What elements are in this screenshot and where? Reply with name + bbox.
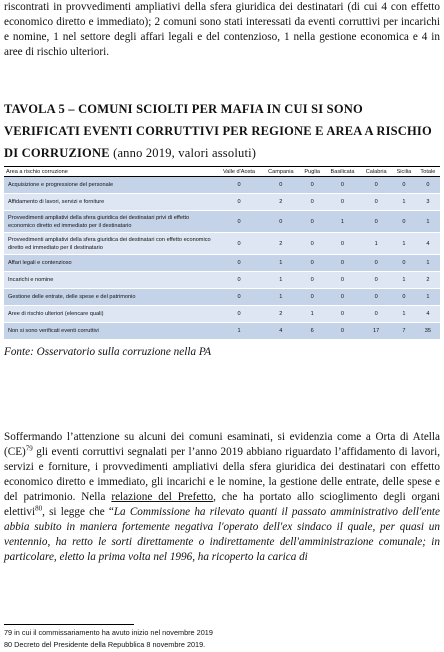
table-cell: 0 xyxy=(262,177,300,194)
table-cell: 1 xyxy=(216,323,262,340)
table-cell: 0 xyxy=(360,272,392,289)
table-cell: 0 xyxy=(360,255,392,272)
header-region: Sicilia xyxy=(392,167,416,177)
table-cell: 0 xyxy=(216,177,262,194)
table-cell: 1 xyxy=(392,272,416,289)
table-cell: 0 xyxy=(360,211,392,233)
table-cell: 0 xyxy=(262,211,300,233)
table-cell: 2 xyxy=(262,233,300,255)
table-header-row xyxy=(4,167,440,177)
table-cell: 1 xyxy=(360,233,392,255)
table-cell: 1 xyxy=(416,211,440,233)
table-cell: 1 xyxy=(392,306,416,323)
table-cell: 0 xyxy=(300,211,325,233)
body-text-1: Soffermando l’attenzione su alcuni dei comuni esaminati, si evidenzia come a Orta di Atella (CE) xyxy=(4,431,440,458)
table-row xyxy=(4,233,440,255)
row-label: Aree di rischio ulteriori (elencare quali) xyxy=(4,306,216,323)
footnote-79: 79 in cui il commissariamento ha avuto inizio nel novembre 2019 xyxy=(4,628,213,637)
table-cell: 0 xyxy=(325,306,361,323)
header-region: Puglia xyxy=(300,167,325,177)
table-cell: 0 xyxy=(325,194,361,211)
table-row xyxy=(4,306,440,323)
table-cell: 1 xyxy=(392,233,416,255)
table-row xyxy=(4,211,440,233)
table-cell: 0 xyxy=(325,177,361,194)
header-region: Campania xyxy=(262,167,300,177)
body-paragraph xyxy=(4,430,440,565)
table-cell: 0 xyxy=(216,211,262,233)
table-cell: 0 xyxy=(325,323,361,340)
data-table xyxy=(4,166,440,340)
table-cell: 0 xyxy=(360,194,392,211)
table-cell: 0 xyxy=(300,233,325,255)
intro-paragraph: riscontrati in provvedimenti ampliativi della sfera giuridica dei destinatari (di cui 4 con effetto economico diretto e immediato); 2 comuni sono stati interessati da eventi corruttivi per incarichi e nomine, 1 nel settore degli affari legali e del contenzioso, 1 nella gestione economica e 4 in aree di rischio ulteriori. xyxy=(4,1,440,58)
table-cell: 0 xyxy=(300,272,325,289)
body-text-3: , che ha portato allo scioglimento degli organi elettivi xyxy=(4,491,440,518)
table-row xyxy=(4,177,440,194)
table-cell: 1 xyxy=(262,289,300,306)
table-cell: 4 xyxy=(416,233,440,255)
body-text-2: gli eventi corruttivi segnalati per l’anno 2019 abbiano riguardato l’affidamento di lavori, servizi e forniture, i provvedimenti ampliativi della sfera giuridica dei destinatari con effetto economico diretto e immediato, gli incarichi e le nomine, la gestione delle entrate, delle spese e del patrimonio. Nella xyxy=(4,446,440,503)
header-area: Area a rischio corruzione xyxy=(4,167,216,177)
row-label: Incarichi e nomine xyxy=(4,272,216,289)
footnote-ref-79[interactable]: 79 xyxy=(25,444,33,453)
table-cell: 0 xyxy=(216,272,262,289)
header-region: Calabria xyxy=(360,167,392,177)
row-label: Provvedimenti ampliativi della sfera giuridica dei destinatari privi di effetto economico diretto ed immediato per il destinatario xyxy=(4,211,216,233)
header-region: Valle d'Aosta xyxy=(216,167,262,177)
body-text-4: , si legge che “ xyxy=(42,506,114,518)
table-title xyxy=(4,98,440,164)
table-cell: 0 xyxy=(392,177,416,194)
row-label: Gestione delle entrate, delle spese e del patrimonio xyxy=(4,289,216,306)
footnote-ref-80[interactable]: 80 xyxy=(35,504,43,513)
table-cell: 1 xyxy=(300,306,325,323)
row-label: Affari legali e contenzioso xyxy=(4,255,216,272)
table-cell: 2 xyxy=(262,306,300,323)
table-cell: 0 xyxy=(360,289,392,306)
table-cell: 2 xyxy=(416,272,440,289)
row-label: Acquisizione e progressione del personale xyxy=(4,177,216,194)
table-cell: 1 xyxy=(416,289,440,306)
table-row xyxy=(4,289,440,306)
table-cell: 7 xyxy=(392,323,416,340)
table-cell: 0 xyxy=(325,255,361,272)
row-label: Non si sono verificati eventi corruttivi xyxy=(4,323,216,340)
table-cell: 0 xyxy=(325,233,361,255)
table-cell: 0 xyxy=(300,194,325,211)
table-row xyxy=(4,272,440,289)
table-cell: 0 xyxy=(300,289,325,306)
table-cell: 3 xyxy=(416,194,440,211)
table-row xyxy=(4,194,440,211)
header-region: Totale xyxy=(416,167,440,177)
table-cell: 0 xyxy=(216,255,262,272)
table-cell: 0 xyxy=(360,306,392,323)
table-cell: 0 xyxy=(325,289,361,306)
table-title-note: (anno 2019, valori assoluti) xyxy=(109,146,257,160)
quote-text: La Commissione ha rilevato quanti il passato amministrativo dell'ente abbia subito in maniera fortemente negativa l'operato dell'ex sindaco il quale, per quasi un ventennio, ha retto le sorti direttamente o indirettamente dell'amministrazione comunale; in particolare, eletto la prima volta nel 1996, ha ricoperto la carica di xyxy=(4,506,440,563)
table-cell: 0 xyxy=(392,289,416,306)
table-cell: 0 xyxy=(216,289,262,306)
footnote-80: 80 Decreto del Presidente della Repubblica 8 novembre 2019. xyxy=(4,640,206,649)
table-cell: 6 xyxy=(300,323,325,340)
table-cell: 1 xyxy=(392,194,416,211)
table-cell: 4 xyxy=(262,323,300,340)
table-source: Fonte: Osservatorio sulla corruzione nella PA xyxy=(4,346,212,358)
table-title-main: TAVOLA 5 – COMUNI SCIOLTI PER MAFIA IN CUI SI SONO VERIFICATI EVENTI CORRUTTIVI PER REGIONE E AREA A RISCHIO DI CORRUZIONE xyxy=(4,102,432,160)
prefetto-link[interactable]: relazione del Prefetto xyxy=(111,491,214,503)
row-label: Affidamento di lavori, servizi e forniture xyxy=(4,194,216,211)
table-cell: 0 xyxy=(216,306,262,323)
table-cell: 1 xyxy=(262,272,300,289)
table-row xyxy=(4,323,440,340)
table-cell: 0 xyxy=(392,255,416,272)
table-cell: 2 xyxy=(262,194,300,211)
row-label: Provvedimenti ampliativi della sfera giuridica dei destinatari con effetto economico diretto ed immediato per il destinatario xyxy=(4,233,216,255)
table-cell: 4 xyxy=(416,306,440,323)
table-cell: 0 xyxy=(416,177,440,194)
table-cell: 35 xyxy=(416,323,440,340)
header-region: Basilicata xyxy=(325,167,361,177)
table-cell: 1 xyxy=(262,255,300,272)
table-cell: 0 xyxy=(360,177,392,194)
table-cell: 0 xyxy=(392,211,416,233)
table-cell: 17 xyxy=(360,323,392,340)
table-cell: 1 xyxy=(325,211,361,233)
table-cell: 0 xyxy=(216,194,262,211)
table-row xyxy=(4,255,440,272)
table-cell: 0 xyxy=(325,272,361,289)
table-cell: 0 xyxy=(300,255,325,272)
table-cell: 0 xyxy=(216,233,262,255)
footnote-separator xyxy=(4,624,134,625)
table-cell: 0 xyxy=(300,177,325,194)
table-cell: 1 xyxy=(416,255,440,272)
